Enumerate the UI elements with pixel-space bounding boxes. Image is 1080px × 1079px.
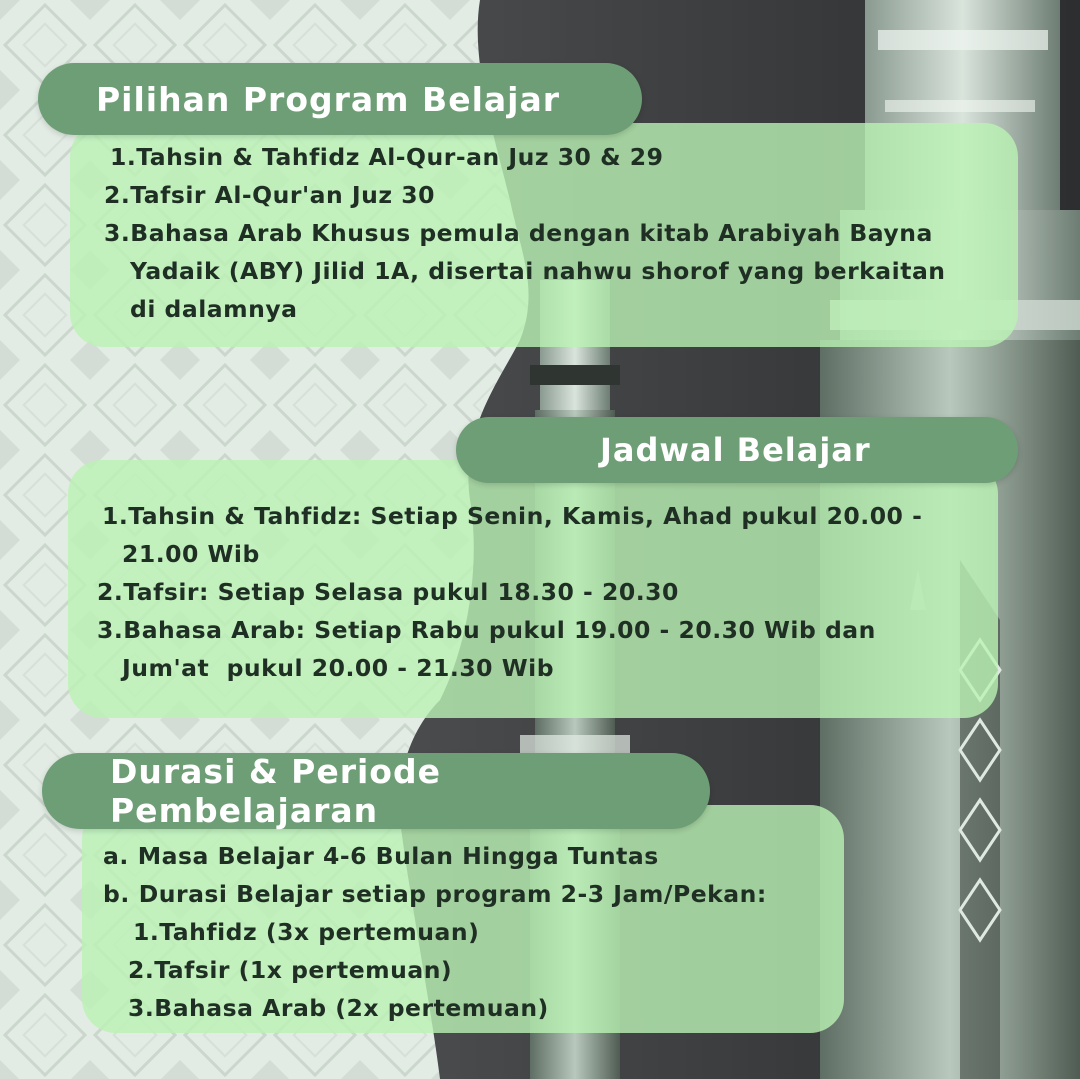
durasi-title: Durasi & Periode Pembelajaran [110, 752, 441, 830]
program-item-2-number: 2. [104, 181, 131, 209]
durasi-item-a-number: a. [103, 842, 129, 870]
durasi-sub-item-2-number: 2. [128, 956, 155, 984]
durasi-title-pill [42, 753, 710, 829]
durasi-item-a-text: Masa Belajar 4-6 Bulan Hingga Tuntas [137, 842, 659, 870]
program-item-3 [104, 214, 933, 253]
jadwal-title: Jadwal Belajar [600, 431, 871, 469]
program-item-1-number: 1. [110, 143, 137, 171]
durasi-sub-item-1-number: 1. [133, 918, 160, 946]
jadwal-item-2-number: 2. [97, 578, 124, 606]
jadwal-item-2 [97, 573, 679, 612]
jadwal-title-pill [456, 417, 1018, 483]
durasi-sub-item-2-text: Tafsir (1x pertemuan) [154, 956, 453, 984]
program-item-1-text: Tahsin & Tahfidz Al-Qur-an Juz 30 & 29 [136, 143, 664, 171]
jadwal-item-3 [97, 611, 876, 650]
program-item-1 [110, 138, 663, 177]
jadwal-item-3-line2: Jum'at pukul 20.00 - 21.30 Wib [122, 654, 555, 682]
durasi-item-b-number: b. [103, 880, 130, 908]
durasi-sub-item-3 [128, 989, 549, 1028]
jadwal-item-3-text-line1: Bahasa Arab: Setiap Rabu pukul 19.00 - 20.30 Wib dan [123, 616, 876, 644]
durasi-item-a [103, 837, 659, 876]
program-title-pill [38, 63, 642, 135]
durasi-sub-item-3-number: 3. [128, 994, 155, 1022]
jadwal-item-2-text: Tafsir: Setiap Selasa pukul 18.30 - 20.30 [123, 578, 679, 606]
durasi-sub-item-1 [133, 913, 479, 952]
jadwal-item-1-text-line1: Tahsin & Tahfidz: Setiap Senin, Kamis, Ahad pukul 20.00 - [128, 502, 923, 530]
jadwal-item-3-number: 3. [97, 616, 124, 644]
program-item-3-number: 3. [104, 219, 131, 247]
durasi-sub-item-3-text: Bahasa Arab (2x pertemuan) [154, 994, 549, 1022]
durasi-item-b-text: Durasi Belajar setiap program 2-3 Jam/Pekan: [138, 880, 767, 908]
program-item-3-text-line1: Bahasa Arab Khusus pemula dengan kitab Arabiyah Bayna [130, 219, 933, 247]
durasi-sub-item-2 [128, 951, 452, 990]
durasi-sub-item-1-text: Tahfidz (3x pertemuan) [159, 918, 480, 946]
jadwal-item-1 [102, 497, 922, 536]
program-item-3-line2: Yadaik (ABY) Jilid 1A, disertai nahwu shorof yang berkaitan [130, 257, 946, 285]
jadwal-item-1-number: 1. [102, 502, 129, 530]
program-item-2-text: Tafsir Al-Qur'an Juz 30 [130, 181, 435, 209]
durasi-item-b [103, 875, 767, 914]
program-item-3-line3: di dalamnya [130, 295, 298, 323]
program-title: Pilihan Program Belajar [96, 79, 561, 119]
jadwal-item-1-line2: 21.00 Wib [122, 540, 260, 568]
program-item-2 [104, 176, 435, 215]
